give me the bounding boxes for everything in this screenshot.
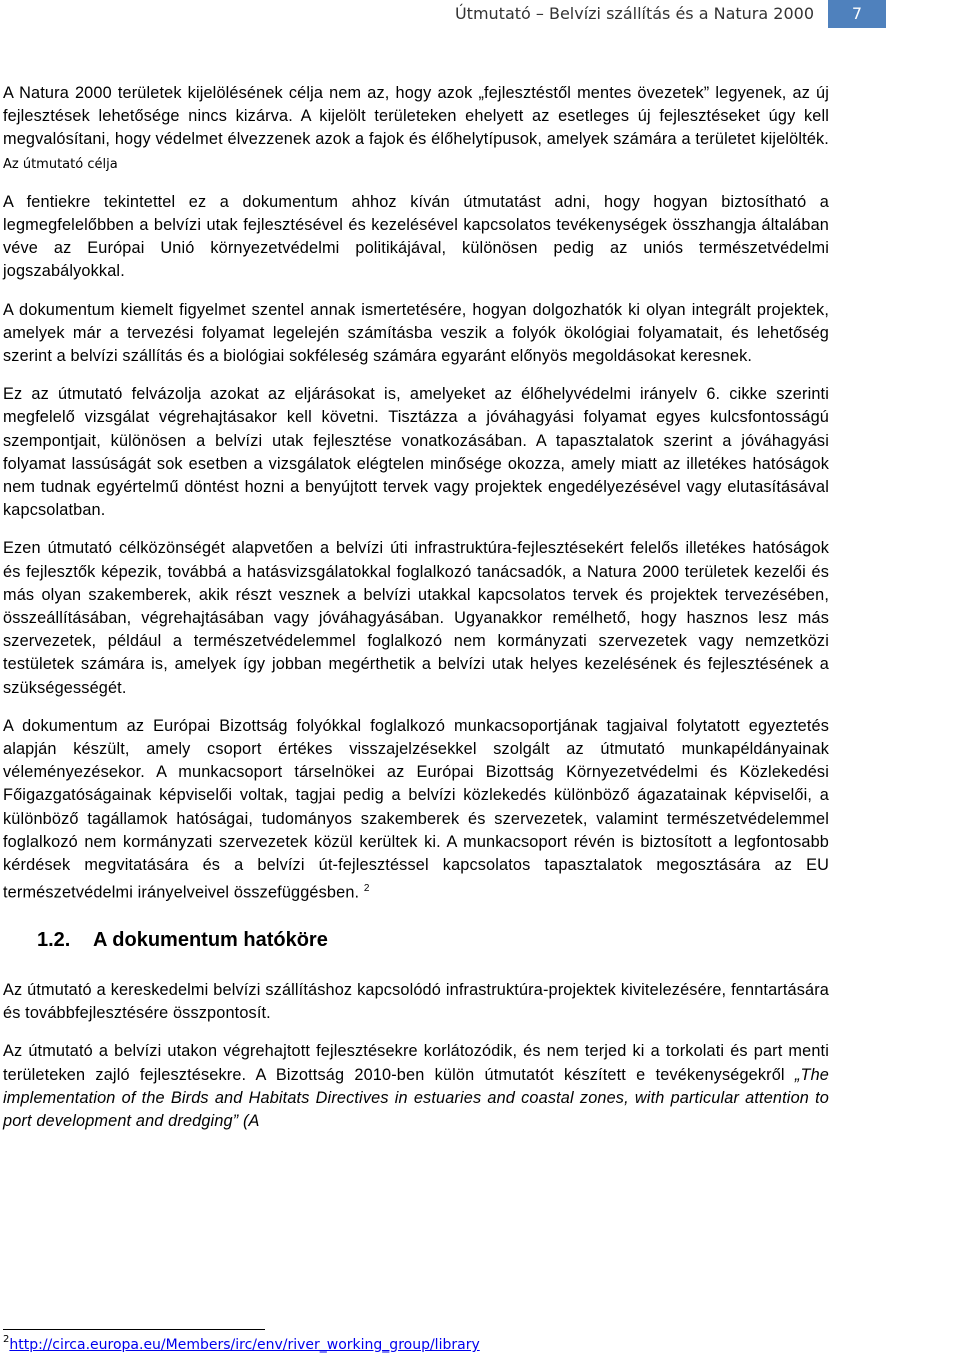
document-body	[3, 82, 829, 1148]
footnote-link[interactable]: http://circa.europa.eu/Members/irc/env/river_working_group/library	[9, 1337, 480, 1353]
paragraph-text: Az útmutató a belvízi utakon végrehajtott fejlesztésekre korlátozódik, és nem terjed ki a torkolati és part menti területeken zajló fejlesztésekre. A Bizottság 2010-ben külön útmutatót készített e tevékenységekről	[3, 1042, 829, 1084]
paragraph-scope: Az útmutató a kereskedelmi belvízi szállításhoz kapcsolódó infrastruktúra-projektek kivitelezésére, fenntartására és továbbfejlesztésére összpontosít.	[3, 980, 829, 1023]
paragraph-audience: Ezen útmutató célközönségét alapvetően a belvízi úti infrastruktúra-fejlesztésekért felelős illetékes hatóságok és fejlesztők képezik, továbbá a hatásvizsgálatokkal foglalkozó tanácsadók, a Natura 2000 területek kezelői és más olyan szakemberek, akik részt vesznek a belvízi utakkal kapcsolatos tervek és projektek tervezésében, összeállításában, végrehajtásában vagy jóváhagyásában. Ugyanakkor remélhető, hogy hasznos lesz más szervezetek, például a természetvédelemmel foglalkozó nem kormányzati szervezetek vagy nemzetközi testületek számára is, amelyek így jobban megérthetik a belvízi utak helyes kezelésének és fejlesztésének a szükségességét.	[3, 539, 829, 697]
header-title: Útmutató – Belvízi szállítás és a Natura 2000	[454, 4, 814, 23]
section-title: A dokumentum hatóköre	[93, 928, 328, 951]
paragraph-limits	[3, 1040, 829, 1133]
paragraph-text: A Natura 2000 területek kijelölésének célja nem az, hogy azok „fejlesztéstől mentes övezetek” legyenek, az új fejlesztések lehetősége nincs kizárva. A kijelölt területeken ehelyett az esetleges új fejlesztéseket úgy kell megvalósítani, hogy védelmet élvezzenek azok a fajok és élőhelytípusok, amelyek számára a területet kijelölték.	[3, 84, 829, 149]
paragraph-text: A dokumentum az Európai Bizottság folyókkal foglalkozó munkacsoportjának tagjaival folytatott egyeztetés alapján készült, amely csoport értékes visszajelzésekkel szolgált az útmutató munkapéldányainak véleményezésekor. A munkacsoport társelnökei az Európai Bizottság Környezetvédelmi és Közlekedési Főigazgatóságainak képviselői voltak, tagjai pedig a belvízi közlekedés különböző ágazatainak képviselői, a különböző tagállamok hatóságai, tudományos szakemberek és szervezetek, valamint természetvédelemmel foglalkozó nem kormányzati szervezetek közül kerültek ki. A munkacsoport révén is biztosított a legfontosabb kérdések megvitatására és a belvízi út-fejlesztéssel kapcsolatos tapasztalatok megosztására az EU természetvédelmi irányelveivel összefüggésben.	[3, 716, 829, 902]
footnote-reference[interactable]: 2	[363, 883, 370, 895]
page-number-badge: 7	[828, 0, 886, 28]
document-title-reference: „The implementation of the Birds and Habitats Directives in estuaries and coastal zones, with particular attention to port development and dredging” (A	[3, 1065, 829, 1130]
footnote-marker: 2	[3, 1334, 10, 1345]
footnote	[3, 1334, 480, 1353]
section-number: 1.2.	[37, 928, 71, 951]
inline-heading-guide-purpose: Az útmutató célja	[3, 156, 118, 172]
paragraph-natura-goal	[3, 82, 829, 176]
paragraph-procedures: Ez az útmutató felvázolja azokat az eljárásokat is, amelyeket az élőhelyvédelmi irányelv 6. cikke szerinti megfelelő vizsgálat végrehajtásakor kell követni. Tisztázza a jóváhagyási folyamat egyes kulcsfontosságú szempontjait, különösen a belvízi utak fejlesztése vonatkozásában. A tapasztalatok szerint a jóváhagyási folyamat lassúságát sok esetben a vizsgálatok elégtelen minősége okozza, amely miatt az illetékes hatóságok nem tudnak egyértelmű döntést hozni a benyújtott tervek vagy projektek engedélyezésével vagy elutasításával kapcsolatban.	[3, 385, 829, 520]
section-heading	[37, 927, 829, 953]
paragraph-integrated-projects: A dokumentum kiemelt figyelmet szentel annak ismertetésére, hogyan dolgozhatók ki olyan integrált projektek, amelyek már a tervezési folyamat legelején számításba veszik a folyók ökológiai folyamatait, és lehetőség szerint a belvízi szállítás és a biológiai sokféleség számára egyaránt előnyös megoldásokat keresnek.	[3, 300, 829, 366]
footnote-divider	[3, 1329, 265, 1330]
paragraph-working-group	[3, 715, 829, 905]
paragraph-purpose: A fentiekre tekintettel ez a dokumentum ahhoz kíván útmutatást adni, hogy hogyan biztosítható a legmegfelelőbben a belvízi utak fejlesztésével és kezelésével kapcsolatos tevékenységek összhangja általában véve az Európai Unió környezetvédelmi politikájával, különösen pedig az uniós természetvédelmi jogszabályokkal.	[3, 192, 829, 281]
page-header	[0, 0, 960, 28]
